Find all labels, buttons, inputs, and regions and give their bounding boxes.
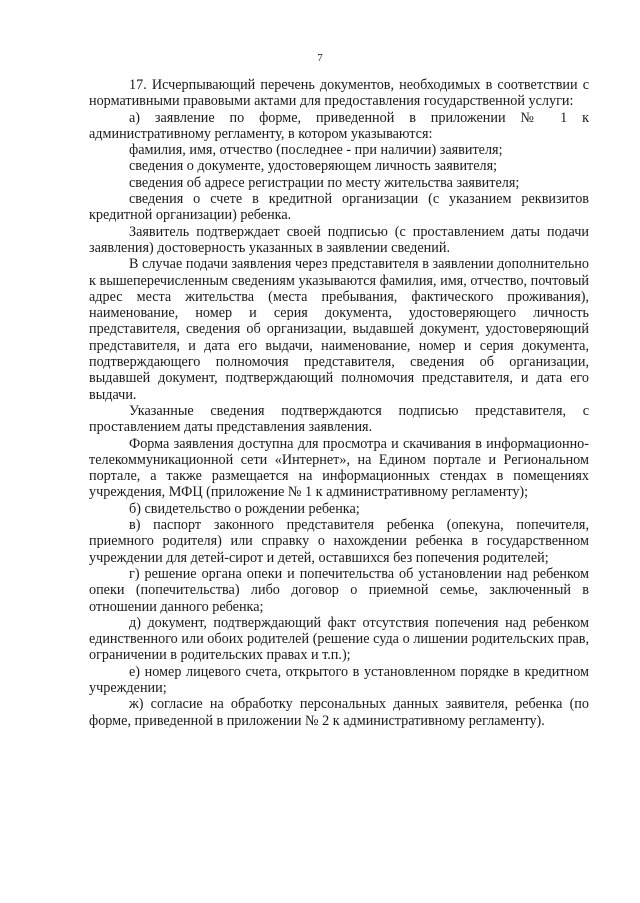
paragraph-item-v: в) паспорт законного представителя ребенка (опекуна, попечителя, приемного родителя) или справку о нахождении ребенка в государственном учреждении для детей-сирот и детей, оставшихся без попечения родителей;	[89, 517, 589, 566]
paragraph-item-zh: ж) согласие на обработку персональных данных заявителя, ребенка (по форме, приведенной в приложении № 2 к административному регламенту).	[89, 696, 589, 729]
paragraph-item-d: д) документ, подтверждающий факт отсутствия попечения над ребенком единственного или обоих родителей (решение суда о лишении родительских прав, ограничении в родительских правах и т.п.);	[89, 614, 589, 664]
paragraph-signature-confirmation: Заявитель подтверждает своей подписью (с проставлением даты подачи заявления) достоверность указанных в заявлении сведений.	[89, 223, 589, 256]
paragraph-representative-signature: Указанные сведения подтверждаются подписью представителя, с проставлением даты представления заявления.	[89, 402, 589, 436]
paragraph-form-availability: Форма заявления доступна для просмотра и скачивания в информационно-телекоммуникационной сети «Интернет», на Едином портале и Региональном портале, а также размещается на информационных стендах в помещениях учреждения, МФЦ (приложение № 1 к административному регламенту);	[89, 435, 589, 501]
document-body	[89, 77, 589, 729]
paragraph-registration-address: сведения об адресе регистрации по месту жительства заявителя;	[129, 174, 520, 191]
paragraph-identity-document: сведения о документе, удостоверяющем личность заявителя;	[129, 158, 498, 175]
paragraph-17-heading: 17. Исчерпывающий перечень документов, необходимых в соответствии с нормативными правовыми актами для предоставления государственной услуги:	[89, 77, 589, 110]
paragraph-item-b: б) свидетельство о рождении ребенка;	[129, 500, 360, 517]
page-number: 7	[317, 52, 323, 64]
paragraph-bank-account: сведения о счете в кредитной организации (с указанием реквизитов кредитной организации) ребенка.	[89, 191, 589, 224]
paragraph-item-a: а) заявление по форме, приведенной в приложении № 1 к административному регламенту, в котором указываются:	[89, 109, 589, 142]
paragraph-item-g: г) решение органа опеки и попечительства об установлении над ребенком опеки (попечительства) либо договор о приемной семье, заключенный в отношении данного ребенка;	[89, 565, 589, 615]
paragraph-item-e: е) номер лицевого счета, открытого в установленном порядке в кредитном учреждении;	[89, 663, 589, 696]
paragraph-representative-details: В случае подачи заявления через представителя в заявлении дополнительно к вышеперечисленным сведениям указываются фамилия, имя, отчество, почтовый адрес места жительства (места пребывания, фактического проживания), наименование, номер и серия документа, удостоверяющего личность представителя, сведения об организации, выдавшей документ, удостоверяющий представителя, и дата его выдачи, наименование, номер и серия документа, подтверждающего полномочия представителя, сведения об организации, выдавшей документ, подтверждающий полномочия представителя, и дата его выдачи.	[89, 256, 589, 403]
paragraph-fio: фамилия, имя, отчество (последнее - при наличии) заявителя;	[129, 142, 503, 159]
